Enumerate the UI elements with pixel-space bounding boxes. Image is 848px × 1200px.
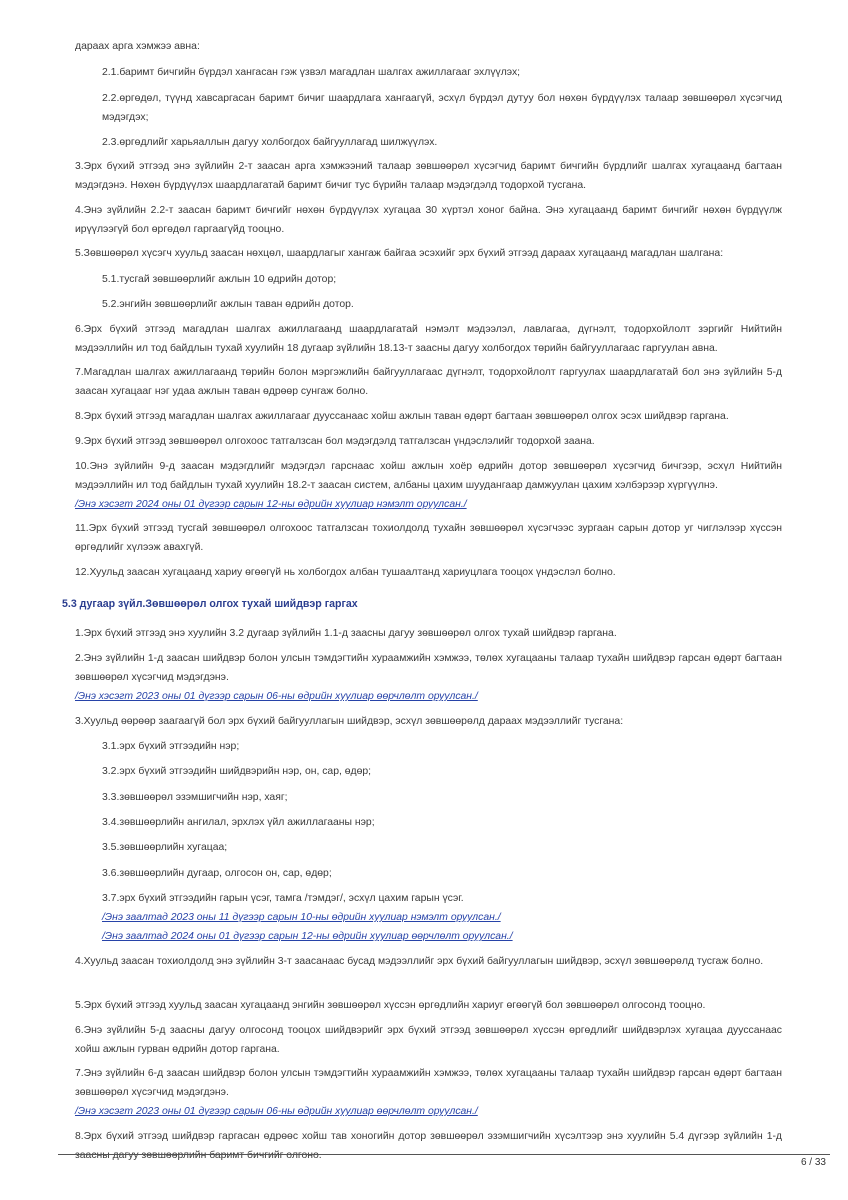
subclause-3-7-text: 3.7.эрх бүхий этгээдийн гарын үсэг, тамга /тэмдэг/, эсхүл цахим гарын үсэг. [102, 893, 464, 904]
amendment-link[interactable]: /Энэ заалтад 2024 оны 01 дүгээр сарын 12-ны өдрийн хуулиар өөрчлөлт оруулсан./ [102, 931, 513, 942]
paragraph-5: 5.Зөвшөөрөл хүсэгч хуульд заасан нөхцөл, шаардлагыг хангаж байгаа эсэхийг эрх бүхий этгээд дараах хугацаанд магадлан шалгана: [75, 248, 724, 259]
paragraph-11: 11.Эрх бүхий этгээд тусгай зөвшөөрөл олгохоос татгалзсан тохиолдолд тухайн зөвшөөрөл хүсэгчээс зургаан сарын дотор уг чиглэлээр хүссэн өргөдлийг хүлээж авахгүй. [75, 523, 782, 553]
intro-paragraph: дараах арга хэмжээ авна: [75, 41, 200, 52]
amendment-link[interactable]: /Энэ хэсэгт 2023 оны 01 дүгээр сарын 06-ны өдрийн хуулиар өөрчлөлт оруулсан./ [75, 1106, 478, 1117]
paragraph-3: 3.Эрх бүхий этгээд энэ зүйлийн 2-т заасан арга хэмжээний талаар зөвшөөрөл хүсэгчид баримт бичгийн бүрдлийг шалгах хугацаанд багтаан мэдэгдэнэ. Нөхөн бүрдүүлэх шаардлагатай баримт бичиг тус бүрийн талаар мэдэгдэлд тодорхой тусгана. [75, 161, 782, 191]
subclause-3-7 [102, 889, 782, 946]
paragraph-12: 12.Хуульд заасан хугацаанд хариу өгөөгүй нь холбогдох албан тушаалтанд хариуцлага тооцох үндэслэл болно. [75, 567, 616, 578]
article-clause-8: 8.Эрх бүхий этгээд шийдвэр гаргасан өдрөөс хойш тав хоногийн дотор зөвшөөрөл эзэмшигчийн хүсэлтээр энэ хуулийн 5.4 дүгээр зүйлийн 1-д заасны дагуу зөвшөөрлийн баримт бичгийг олгоно. [75, 1131, 782, 1161]
clause-5-2: 5.2.энгийн зөвшөөрлийг ажлын таван өдрийн дотор. [102, 299, 354, 310]
article-clause-2 [75, 649, 782, 706]
article-clause-5: 5.Эрх бүхий этгээд хуульд заасан хугацаанд энгийн зөвшөөрөл хүссэн өргөдлийн хариуг өгөөгүй бол зөвшөөрөл олгосонд тооцно. [75, 1000, 706, 1011]
paragraph-10-text: 10.Энэ зүйлийн 9-д заасан мэдэгдлийг мэдэгдэл гарснаас хойш ажлын хоёр өдрийн дотор зөвшөөрөл хүсэгчид бичгээр, эсхүл Нийтийн мэдээллийн ил тод байдлын тухай хуулийн 18.2-т заасан систем, албаны цахим шуудангаар дамжуулан цахим хэлбэрээр хүргүүлнэ. [75, 461, 782, 491]
footer-divider [58, 1154, 830, 1155]
paragraph-4: 4.Энэ зүйлийн 2.2-т заасан баримт бичгийг нөхөн бүрдүүлэх хугацаа 30 хүртэл хоног байна. Энэ хугацаанд баримт бичгийг нөхөн бүрдүүлж ирүүлээгүй бол өргөдөл гаргаагүйд тооцно. [75, 205, 782, 235]
amendment-link[interactable]: /Энэ хэсэгт 2024 оны 01 дүгээр сарын 12-ны өдрийн хуулиар нэмэлт оруулсан./ [75, 499, 467, 510]
article-clause-4: 4.Хуульд заасан тохиолдолд энэ зүйлийн 3-т заасанаас бусад мэдээллийг эрх бүхий байгууллагын шийдвэр, эсхүл зөвшөөрөлд тусгаж болно. [75, 956, 764, 967]
paragraph-9: 9.Эрх бүхий этгээд зөвшөөрөл олгохоос татгалзсан бол мэдэгдэлд татгалзсан үндэслэлийг тодорхой заана. [75, 436, 595, 447]
subclause-3-1: 3.1.эрх бүхий этгээдийн нэр; [102, 741, 240, 752]
clause-5-1: 5.1.тусгай зөвшөөрлийг ажлын 10 өдрийн дотор; [102, 274, 337, 285]
subclause-3-2: 3.2.эрх бүхий этгээдийн шийдвэрийн нэр, он, сар, өдөр; [102, 766, 372, 777]
article-clause-3: 3.Хуульд өөрөөр заагаагүй бол эрх бүхий байгууллагын шийдвэр, эсхүл зөвшөөрөлд дараах мэдээллийг тусгана: [75, 716, 624, 727]
paragraph-7: 7.Магадлан шалгах ажиллагаанд төрийн болон мэргэжлийн байгууллагаас дүгнэлт, тодорхойлолт гаргуулах шаардлагатай бол энэ зүйлийн 5-д заасан хугацааг нэг удаа ажлын таван өдрөөр сунгаж болно. [75, 367, 782, 397]
paragraph-6: 6.Эрх бүхий этгээд магадлан шалгах ажиллагаанд шаардлагатай нэмэлт мэдээлэл, лавлагаа, дүгнэлт, тодорхойлолт зэргийг Нийтийн мэдээллийн ил тод байдлын тухай хуулийн 18 дугаар зүйлийн 18.13-т заасны дагуу холбогдох төрийн байгууллагаас гаргуулан авна. [75, 324, 782, 354]
amendment-link[interactable]: /Энэ заалтад 2023 оны 11 дүгээр сарын 10-ны өдрийн хуулиар нэмэлт оруулсан./ [102, 912, 501, 923]
article-clause-7-text: 7.Энэ зүйлийн 6-д заасан шийдвэр болон улсын тэмдэгтийн хураамжийн хэмжээ, төлөх хугацааны талаар тухайн шийдвэр гарсан өдөрт багтаан зөвшөөрөл хүсэгчид мэдэгдэнэ. [75, 1068, 782, 1098]
article-clause-7 [75, 1064, 782, 1121]
article-clause-6: 6.Энэ зүйлийн 5-д заасны дагуу олгосонд тооцох шийдвэрийг эрх бүхий этгээд зөвшөөрөл хүссэн өргөдлийг шийдвэрлэх хугацаа дуусcанаас хойш ажлын гурван өдрийн дотор гаргана. [75, 1025, 782, 1055]
paragraph-8: 8.Эрх бүхий этгээд магадлан шалгах ажиллагааг дуусcанаас хойш ажлын таван өдөрт багтаан зөвшөөрөл олгох эсэх шийдвэр гаргана. [75, 411, 729, 422]
subclause-3-4: 3.4.зөвшөөрлийн ангилал, эрхлэх үйл ажиллагааны нэр; [102, 817, 375, 828]
paragraph-10 [75, 457, 782, 514]
subclause-3-6: 3.6.зөвшөөрлийн дугаар, олгосон он, сар, өдөр; [102, 868, 332, 879]
article-clause-2-text: 2.Энэ зүйлийн 1-д заасан шийдвэр болон улсын тэмдэгтийн хураамжийн хэмжээ, төлөх хугацааны талаар тухайн шийдвэр гарсан өдөрт багтаан зөвшөөрөл хүсэгчид мэдэгдэнэ. [75, 653, 782, 683]
amendment-link[interactable]: /Энэ хэсэгт 2023 оны 01 дүгээр сарын 06-ны өдрийн хуулиар өөрчлөлт оруулсан./ [75, 691, 478, 702]
clause-2-1: 2.1.баримт бичгийн бүрдэл хангасан гэж үзвэл магадлан шалгах ажиллагааг эхлүүлэх; [102, 67, 521, 78]
subclause-3-5: 3.5.зөвшөөрлийн хугацаа; [102, 842, 228, 853]
article-clause-1: 1.Эрх бүхий этгээд энэ хуулийн 3.2 дугаар зүйлийн 1.1-д заасны дагуу зөвшөөрөл олгох тухай шийдвэр гаргана. [75, 628, 617, 639]
clause-2-3: 2.3.өргөдлийг харьяаллын дагуу холбогдох байгууллагад шилжүүлэх. [102, 137, 438, 148]
clause-2-2: 2.2.өргөдөл, түүнд хавсаргасан баримт бичиг шаардлага хангаагүй, эсхүл бүрдэл дутуу бол нөхөн бүрдүүлэх талаар зөвшөөрөл хүсэгчид мэдэгдэх; [102, 93, 782, 123]
page-number: 6 / 33 [800, 1157, 826, 1168]
subclause-3-3: 3.3.зөвшөөрөл эзэмшигчийн нэр, хаяг; [102, 792, 288, 803]
article-heading: 5.3 дугаар зүйл.Зөвшөөрөл олгох тухай шийдвэр гаргах [62, 598, 358, 610]
